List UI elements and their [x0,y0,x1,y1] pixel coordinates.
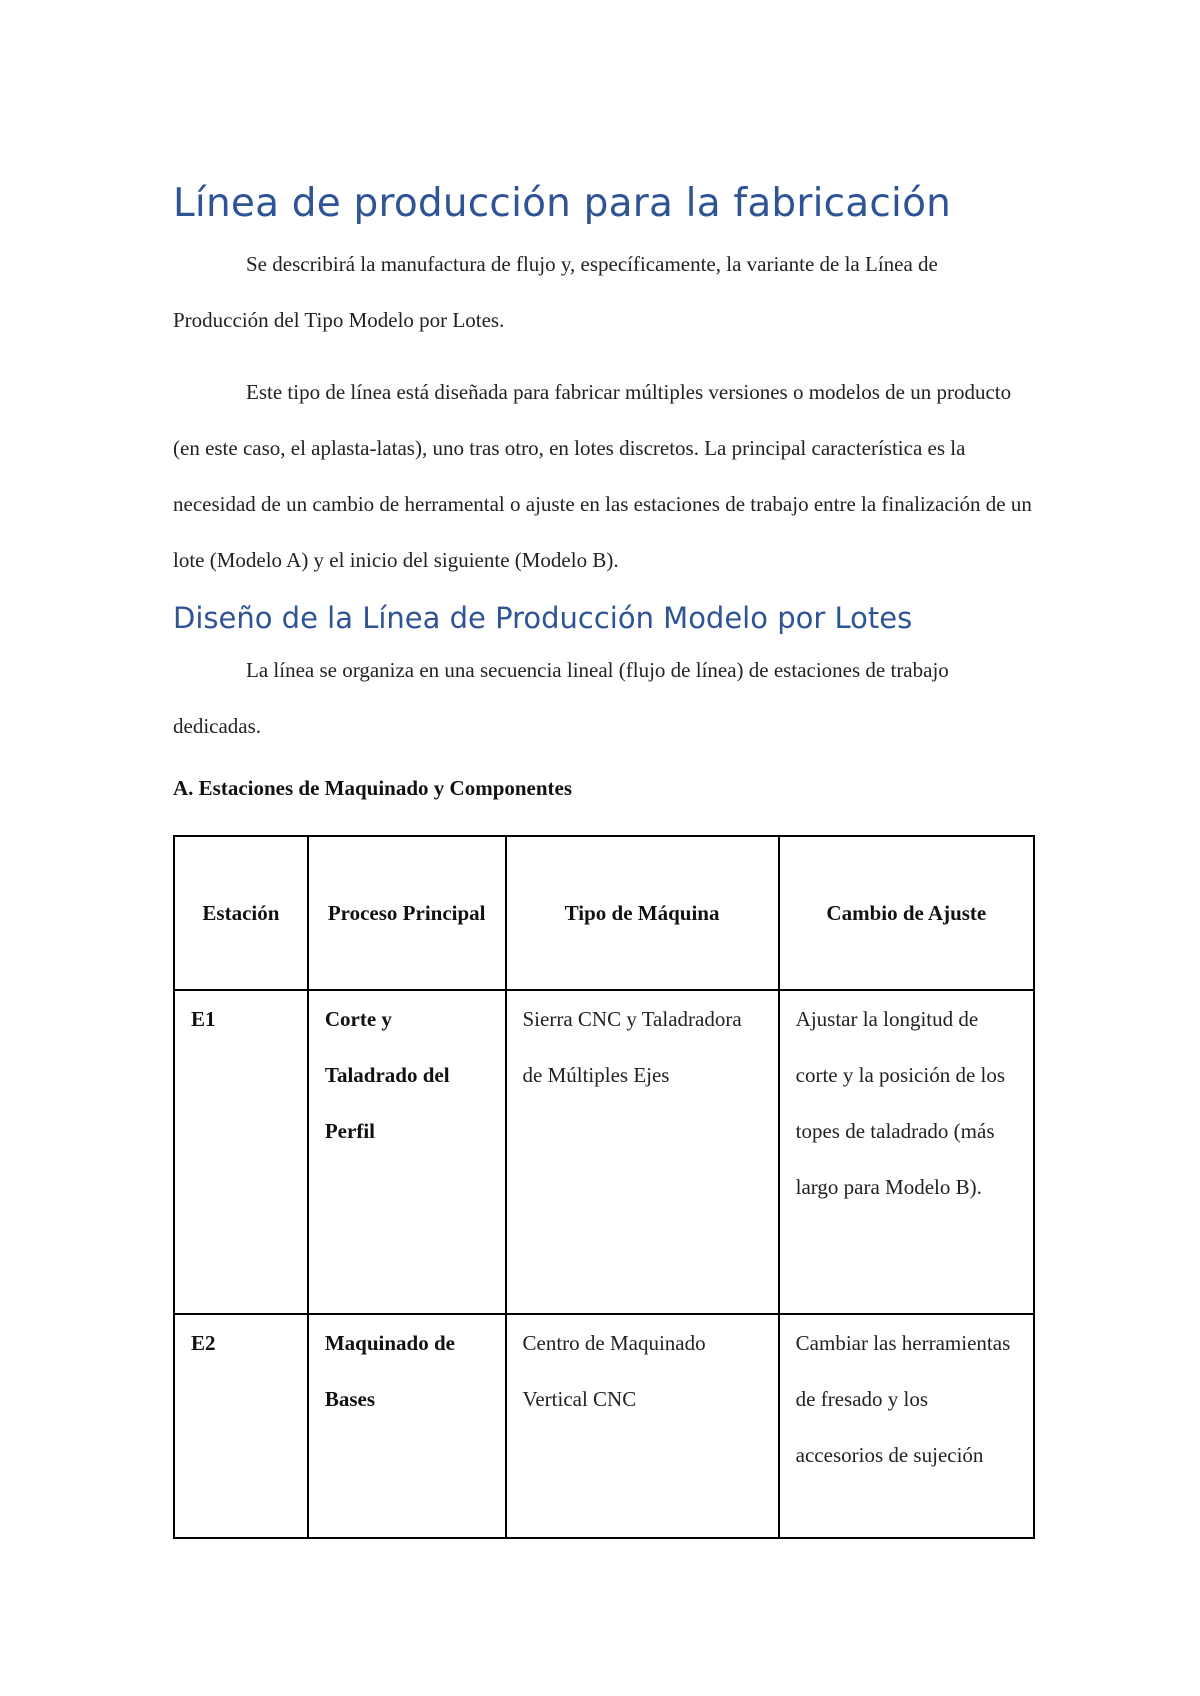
table-header-row [174,836,1034,990]
cell-adjustment: Ajustar la longitud de corte y la posición de los topes de taladrado (más largo para Modelo B). [779,990,1034,1314]
cell-adjustment: Cambiar las herramientas de fresado y los accesorios de sujeción [779,1314,1034,1538]
cell-process: Corte y Taladrado del Perfil [308,990,506,1314]
section-paragraph: La línea se organiza en una secuencia lineal (flujo de línea) de estaciones de trabajo dedicadas. [173,658,949,738]
header-machine-type: Tipo de Máquina [506,836,779,990]
page-title: Línea de producción para la fabricación [173,181,952,226]
intro-paragraph: Se describirá la manufactura de flujo y, específicamente, la variante de la Línea de Producción del Tipo Modelo por Lotes. [173,252,938,332]
cell-process: Maquinado de Bases [308,1314,506,1538]
stations-table [173,835,1035,1539]
document-page [173,170,1035,1539]
table-row [174,1314,1034,1538]
cell-station: E2 [174,1314,308,1538]
cell-machine-type: Centro de Maquinado Vertical CNC [506,1314,779,1538]
header-station: Estación [174,836,308,990]
table-subheading: A. Estaciones de Maquinado y Componentes [173,776,573,800]
cell-machine-type: Sierra CNC y Taladradora de Múltiples Ejes [506,990,779,1314]
description-paragraph: Este tipo de línea está diseñada para fabricar múltiples versiones o modelos de un producto (en este caso, el aplasta-latas), uno tras otro, en lotes discretos. La principal característica es la necesidad de un cambio de herramental o ajuste en las estaciones de trabajo entre la finalización de un lote (Modelo A) y el inicio del siguiente (Modelo B). [173,380,1032,572]
header-adjustment: Cambio de Ajuste [779,836,1034,990]
table-row [174,990,1034,1314]
section-heading: Diseño de la Línea de Producción Modelo por Lotes [173,601,913,635]
header-process: Proceso Principal [308,836,506,990]
cell-station: E1 [174,990,308,1314]
